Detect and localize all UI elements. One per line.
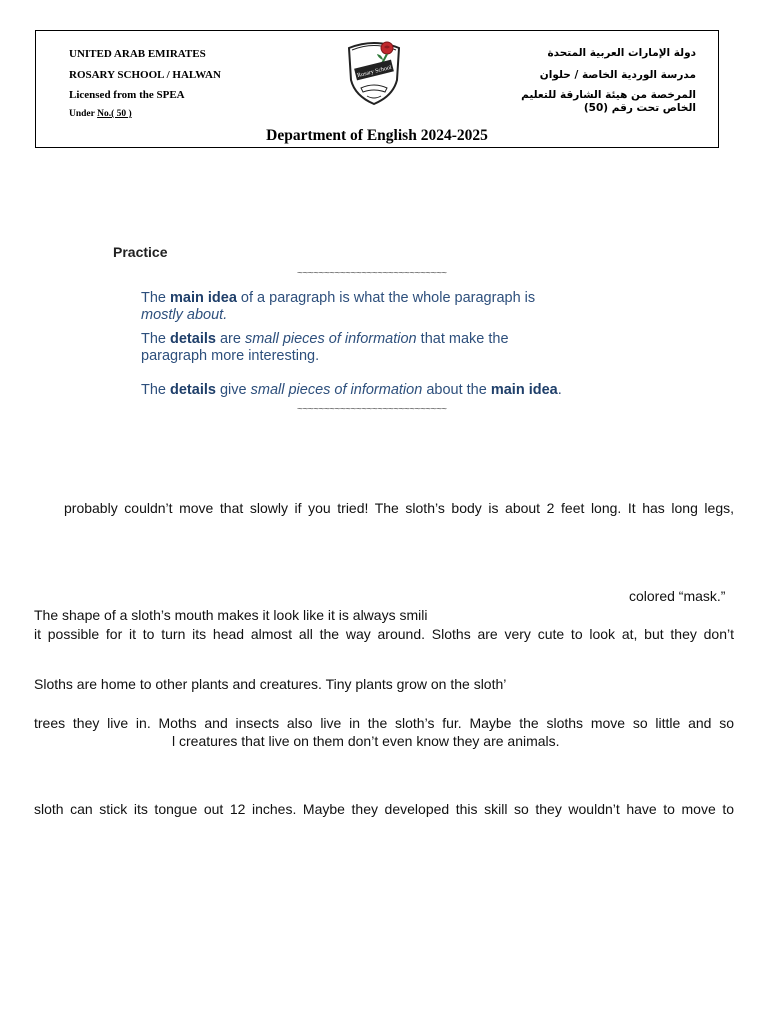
- text-segment: The: [141, 382, 171, 398]
- country-name-ar: دولة الإمارات العربية المتحدة: [547, 47, 696, 59]
- emphasis-small-pieces: small pieces of information: [250, 382, 423, 398]
- body-line: it possible for it to turn its head almost all the way around. Sloths are very cute to look at, but they don’t: [34, 626, 734, 642]
- details-give-line: [141, 382, 562, 398]
- emphasis-small-pieces: small pieces of information: [244, 331, 417, 347]
- department-title: Department of English 2024-2025: [266, 127, 488, 144]
- body-line: sloth can stick its tongue out 12 inches. Maybe they developed this skill so they wouldn’t have to move to: [34, 801, 734, 817]
- divider-bottom: ~~~~~~~~~~~~~~~~~~~~~~~~~~~~: [297, 404, 447, 415]
- body-line: trees they live in. Moths and insects also live in the sloth’s fur. Maybe the sloths move so little and so: [34, 715, 734, 731]
- under-number: No.( 50 ): [97, 109, 132, 119]
- details-definition-line-1: [141, 331, 509, 347]
- text-segment: The: [141, 331, 171, 347]
- text-segment: The: [141, 290, 171, 306]
- emphasis-mostly-about: mostly about.: [141, 307, 228, 323]
- school-name-en: ROSARY SCHOOL / HALWAN: [69, 69, 221, 81]
- practice-heading: Practice: [113, 244, 168, 260]
- under-prefix: Under: [69, 109, 98, 119]
- main-idea-definition-line-2: [141, 307, 227, 323]
- text-segment: of a paragraph is what the whole paragraph is: [236, 290, 536, 306]
- school-name-ar: مدرسة الوردية الخاصة / حلوان: [539, 69, 696, 81]
- emphasis-details: details: [170, 382, 216, 398]
- main-idea-definition-line-1: [141, 290, 535, 306]
- text-segment: about the: [422, 382, 491, 398]
- license-line-en: Licensed from the SPEA: [69, 89, 185, 101]
- crest-banner-text: Rosary School: [356, 64, 393, 80]
- divider-top: ~~~~~~~~~~~~~~~~~~~~~~~~~~~~: [297, 268, 447, 279]
- body-line: Sloths are home to other plants and creatures. Tiny plants grow on the sloth’: [34, 676, 507, 692]
- details-definition-line-2: paragraph more interesting.: [141, 348, 320, 364]
- body-line: colored “mask.”: [629, 588, 726, 604]
- license-number-en: [69, 109, 132, 119]
- text-segment: are: [215, 331, 245, 347]
- text-segment: give: [215, 382, 251, 398]
- text-segment: .: [557, 382, 562, 398]
- license-line-ar: المرخصة من هيئة الشارقة للتعليم: [521, 89, 696, 101]
- school-crest-icon: [343, 34, 405, 110]
- emphasis-main-idea: main idea: [170, 290, 237, 306]
- country-name-en: UNITED ARAB EMIRATES: [69, 48, 206, 60]
- body-line: l creatures that live on them don’t even know they are animals.: [172, 733, 560, 749]
- text-segment: that make the: [416, 331, 509, 347]
- license-number-ar: الخاص تحت رقم (50): [583, 102, 696, 114]
- emphasis-details: details: [170, 331, 216, 347]
- body-line: The shape of a sloth’s mouth makes it look like it is always smili: [34, 607, 428, 623]
- school-header: [35, 30, 719, 148]
- emphasis-main-idea: main idea: [490, 382, 558, 398]
- body-line: probably couldn’t move that slowly if you tried! The sloth’s body is about 2 feet long. It has long legs,: [64, 500, 734, 516]
